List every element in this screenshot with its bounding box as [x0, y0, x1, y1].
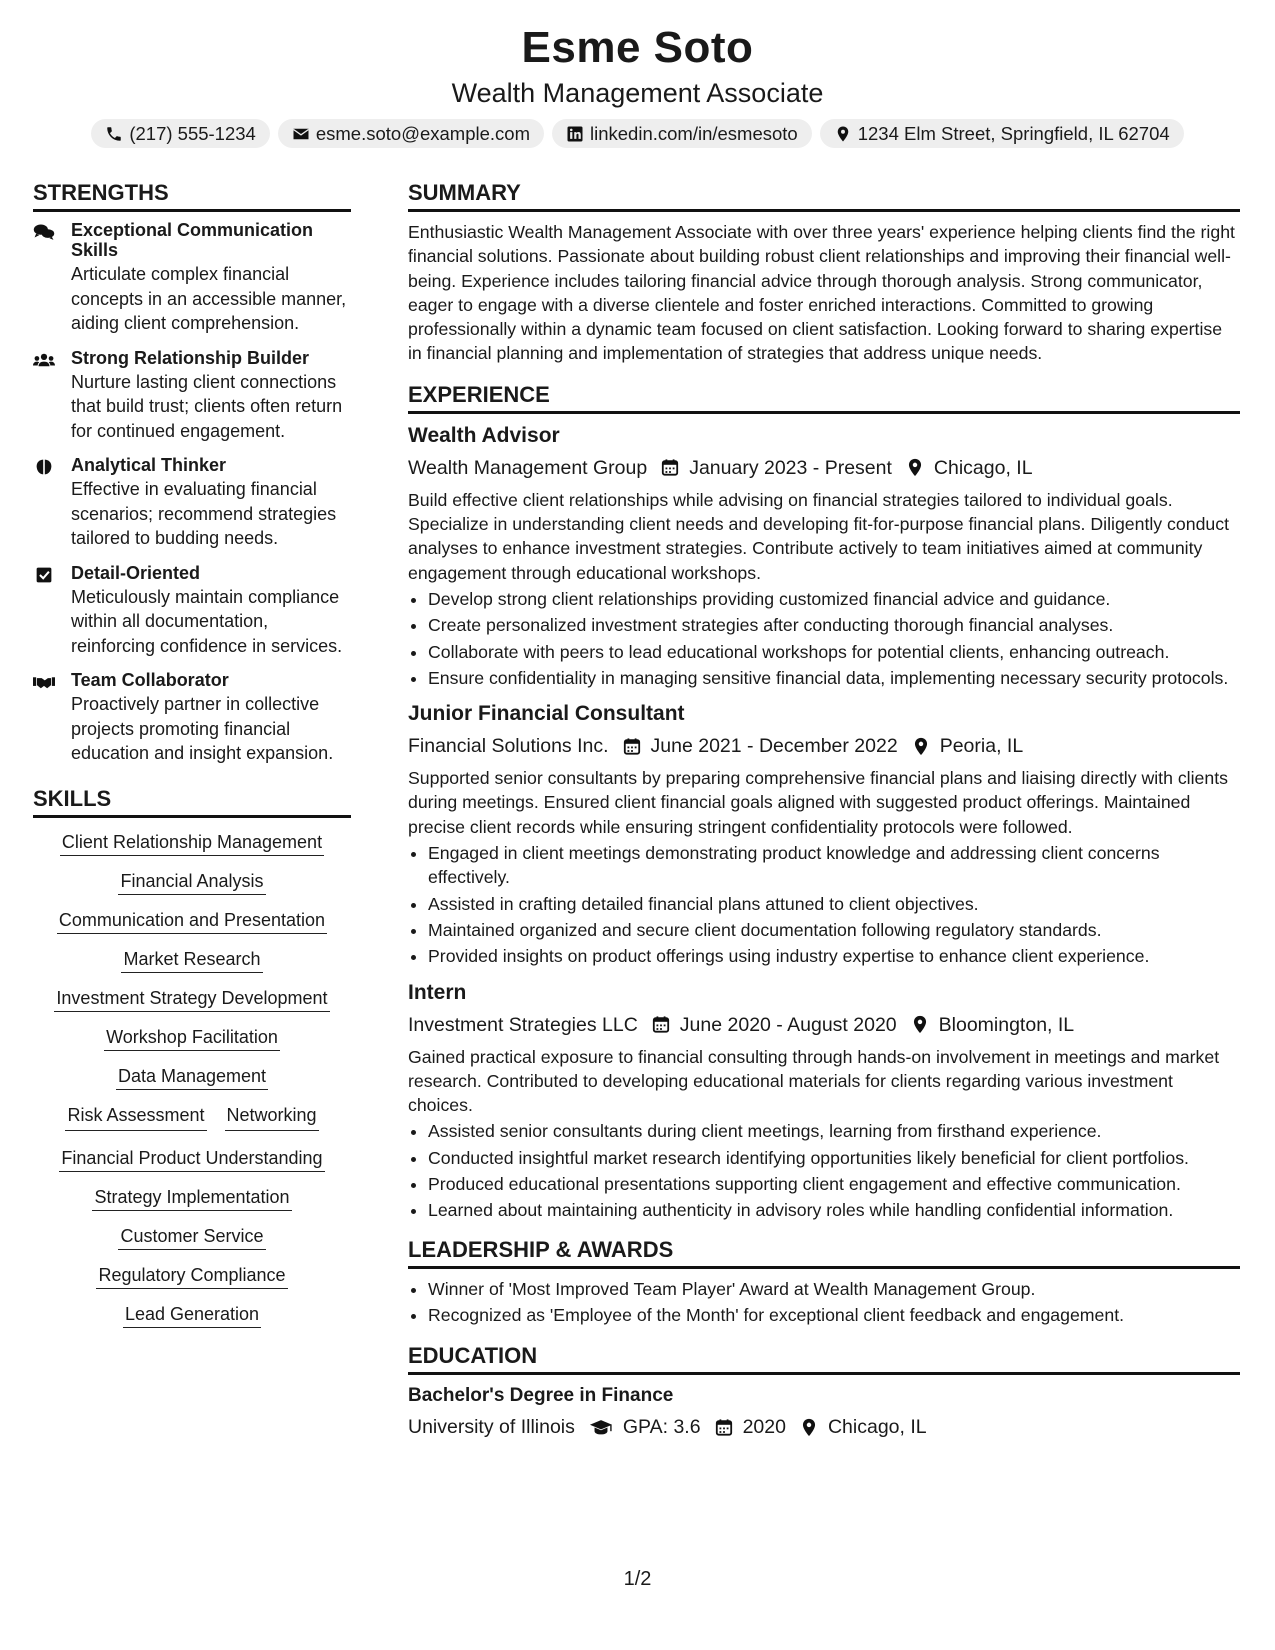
job-title: Junior Financial Consultant: [408, 702, 685, 726]
linkedin-text: linkedin.com/in/esmesoto: [590, 122, 798, 144]
leadership-heading: LEADERSHIP & AWARDS: [408, 1235, 1240, 1269]
strength-item: [33, 348, 351, 444]
map-marker-icon: [911, 1015, 929, 1034]
education-meta: [408, 1413, 1240, 1441]
summary-heading: SUMMARY: [408, 178, 1240, 212]
job-dates: June 2021 - December 2022: [650, 735, 898, 758]
school-location: Chicago, IL: [827, 1416, 927, 1439]
strength-item: [33, 455, 351, 551]
skill-tag: Lead Generation: [123, 1304, 261, 1328]
job-dates: June 2020 - August 2020: [679, 1013, 897, 1036]
leadership-item: • Recognized as 'Employee of the Month' for exceptional client feedback and engagement.: [428, 1303, 1240, 1327]
job-entry: [408, 422, 1240, 690]
brain-icon: [33, 458, 55, 476]
strength-item: [33, 670, 351, 766]
strength-desc: Meticulously maintain compliance within all documentation, reinforcing confidence in services.: [71, 586, 343, 656]
job-title: Intern: [408, 980, 467, 1004]
map-marker-icon: [912, 737, 930, 756]
graduation-year: 2020: [742, 1416, 786, 1439]
envelope-icon: [292, 125, 310, 143]
summary-text: Enthusiastic Wealth Management Associate with over three years' experience helping clients find the right financial solutions. Passionate about building robust client relationships and improving their financial well-being. Experience includes tailoring financial advice through thorough analysis. Strong communicator, eager to engage with a diverse clientele and foster enriched interactions. Committed to growing professionally within a dynamic team focused on client satisfaction. Looking forward to sharing expertise in financial planning and implementation of strategies that address unique needs.: [408, 222, 1235, 364]
email-text: esme.soto@example.com: [315, 122, 530, 144]
contact-bar: [0, 119, 1275, 148]
map-marker-icon: [834, 125, 852, 143]
strength-desc: Nurture lasting client connections that build trust; clients often return for continued engagement.: [71, 371, 343, 441]
page-number: 1/2: [623, 1568, 652, 1590]
linkedin-contact[interactable]: [552, 119, 812, 148]
calendar-icon: [715, 1418, 733, 1437]
degree-title: Bachelor's Degree in Finance: [408, 1385, 674, 1407]
candidate-name: Esme Soto: [521, 23, 754, 72]
job-summary: Gained practical exposure to financial consulting through hands-on involvement in meetings and market research. Contributed to developing educational materials for clients regarding various investment choices.: [408, 1046, 1220, 1116]
job-location: Chicago, IL: [933, 456, 1033, 479]
skill-tag: Investment Strategy Development: [54, 988, 329, 1012]
skill-tag: Networking: [225, 1103, 319, 1131]
comments-icon: [33, 223, 55, 241]
job-bullet: • Ensure confidentiality in managing sensitive financial data, implementing necessary security protocols.: [428, 666, 1240, 690]
handshake-icon: [33, 673, 55, 691]
job-entry: [408, 979, 1240, 1223]
leadership-item: • Winner of 'Most Improved Team Player' Award at Wealth Management Group.: [428, 1277, 1240, 1301]
gpa-text: GPA: 3.6: [622, 1416, 701, 1439]
job-dates: January 2023 - Present: [689, 456, 892, 479]
strength-desc: Proactively partner in collective projects promoting financial education and insight expansion.: [71, 694, 334, 763]
job-bullet: • Collaborate with peers to lead educational workshops for potential clients, enhancing outreach.: [428, 640, 1240, 664]
strength-title: Strong Relationship Builder: [71, 347, 310, 368]
job-bullet: • Create personalized investment strategies after conducting thorough financial analyses.: [428, 613, 1240, 637]
right-column: [408, 178, 1240, 1447]
phone-text: (217) 555-1234: [129, 122, 256, 144]
checkbox-icon: [33, 566, 55, 584]
strength-desc: Articulate complex financial concepts in an accessible manner, aiding client comprehension.: [71, 264, 347, 333]
experience-heading: EXPERIENCE: [408, 380, 1240, 414]
users-icon: [33, 351, 55, 369]
map-marker-icon: [906, 458, 924, 477]
job-meta: [408, 454, 1240, 482]
candidate-title: Wealth Management Associate: [451, 78, 824, 108]
strength-title: Team Collaborator: [71, 670, 229, 690]
skill-tag: Workshop Facilitation: [104, 1027, 280, 1051]
calendar-icon: [623, 737, 641, 756]
job-company: Financial Solutions Inc.: [408, 735, 609, 758]
job-company: Wealth Management Group: [408, 456, 648, 479]
strength-item: [33, 563, 351, 659]
address-text: 1234 Elm Street, Springfield, IL 62704: [857, 122, 1170, 144]
address-contact: [820, 119, 1184, 148]
skill-tag: Risk Assessment: [65, 1103, 206, 1131]
skills-heading: SKILLS: [33, 784, 351, 818]
linkedin-icon: [566, 125, 584, 143]
skills-list: [33, 826, 351, 1326]
job-title: Wealth Advisor: [408, 423, 560, 447]
job-summary: Build effective client relationships while advising on financial strategies tailored to individual goals. Specialize in understanding client needs and developing fit-for-purpose financial plans. Diligently conduct analyses to enhance investment strategies. Contribute actively to team initiatives aimed at community engagement through educational workshops.: [408, 489, 1230, 583]
job-location: Peoria, IL: [939, 735, 1024, 758]
job-location: Bloomington, IL: [938, 1013, 1075, 1036]
job-meta: [408, 732, 1240, 760]
job-bullet: • Engaged in client meetings demonstrating product knowledge and addressing client concerns effectively.: [428, 841, 1240, 890]
strength-title: Exceptional Communication Skills: [71, 220, 314, 260]
job-bullet: • Provided insights on product offerings using industry expertise to enhance client experience.: [428, 944, 1240, 968]
skill-tag: Regulatory Compliance: [96, 1265, 287, 1289]
phone-contact[interactable]: [91, 119, 270, 148]
skill-tag: Market Research: [121, 949, 262, 973]
job-bullets: [408, 1119, 1240, 1222]
skill-tag: Financial Product Understanding: [59, 1148, 324, 1172]
skill-tag: Customer Service: [118, 1226, 265, 1250]
skill-tag: Client Relationship Management: [60, 832, 324, 856]
strength-desc: Effective in evaluating financial scenarios; recommend strategies tailored to budding needs.: [71, 479, 337, 548]
phone-icon: [105, 125, 123, 143]
strength-item: [33, 220, 351, 336]
strengths-heading: STRENGTHS: [33, 178, 351, 212]
skill-tag: Communication and Presentation: [57, 910, 327, 934]
job-bullet: • Learned about maintaining authenticity in advisory roles while handling confidential information.: [428, 1198, 1240, 1222]
calendar-icon: [661, 458, 679, 477]
job-bullet: • Produced educational presentations supporting client engagement and effective communication.: [428, 1172, 1240, 1196]
graduation-cap-icon: [589, 1418, 613, 1437]
left-column: [33, 178, 351, 1326]
map-marker-icon: [800, 1418, 818, 1437]
job-bullet: • Maintained organized and secure client documentation following regulatory standards.: [428, 918, 1240, 942]
job-bullets: [408, 841, 1240, 968]
job-entry: [408, 700, 1240, 968]
skill-tag: Financial Analysis: [118, 871, 265, 895]
strength-title: Detail-Oriented: [71, 562, 201, 583]
resume-header: [0, 0, 1275, 148]
education-heading: EDUCATION: [408, 1341, 1240, 1375]
job-bullets: [408, 587, 1240, 690]
job-bullet: • Develop strong client relationships providing customized financial advice and guidance.: [428, 587, 1240, 611]
skill-tag: Strategy Implementation: [92, 1187, 291, 1211]
job-bullet: • Conducted insightful market research identifying opportunities likely beneficial for client portfolios.: [428, 1146, 1240, 1170]
job-company: Investment Strategies LLC: [408, 1013, 638, 1036]
job-meta: [408, 1011, 1240, 1039]
strength-title: Analytical Thinker: [71, 455, 227, 475]
job-bullet: • Assisted senior consultants during client meetings, learning from firsthand experience.: [428, 1119, 1240, 1143]
skill-tag: Data Management: [116, 1066, 268, 1090]
school-name: University of Illinois: [408, 1416, 575, 1439]
email-contact[interactable]: [278, 119, 544, 148]
job-bullet: • Assisted in crafting detailed financial plans attuned to client objectives.: [428, 892, 1240, 916]
leadership-list: [408, 1277, 1240, 1328]
job-summary: Supported senior consultants by preparing comprehensive financial plans and liaising directly with clients during meetings. Ensured client financial goals aligned with suggested product offerings. Maintained precise client records while ensuring stringent confidentiality protocols were followed.: [408, 768, 1228, 837]
calendar-icon: [652, 1015, 670, 1034]
